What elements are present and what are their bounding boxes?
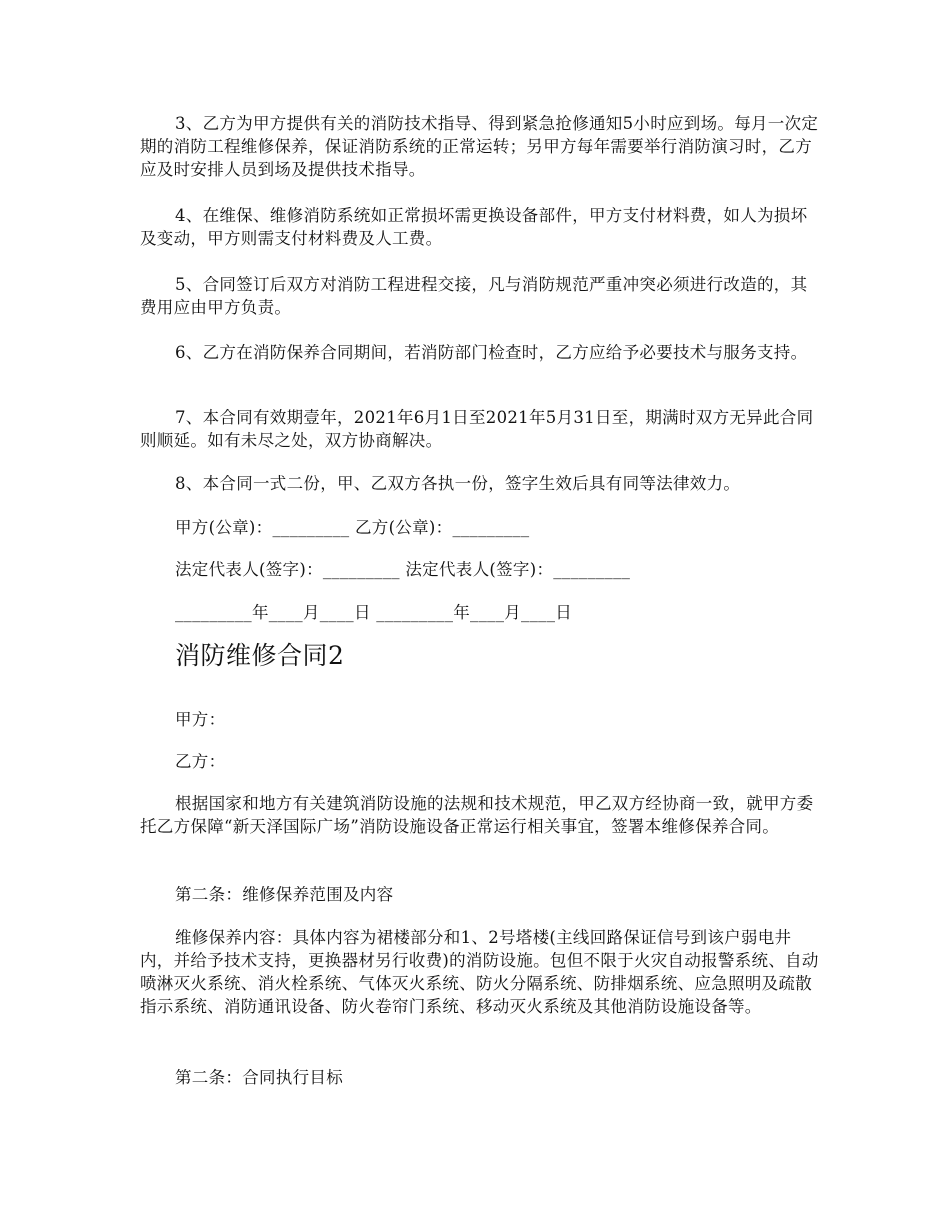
clause-3: 3、乙方为甲方提供有关的消防技术指导、得到紧急抢修通知5小时应到场。每月一次定期的消防工程维修保养，保证消防系统的正常运转；另甲方每年需要举行消防演习时，乙方应及时安排人员到场及提供技术指导。 — [140, 114, 819, 179]
article-scope-title: 第二条：维修保养范围及内容 — [175, 885, 394, 904]
preamble: 根据国家和地方有关建筑消防设施的法规和技术规范，甲乙双方经协商一致，就甲方委托乙方保障“新天泽国际广场”消防设施设备正常运行相关事宜，签署本维修保养合同。 — [140, 794, 814, 836]
clause-8: 8、本合同一式二份，甲、乙双方各执一份，签字生效后具有同等法律效力。 — [175, 474, 741, 493]
contract-2-title: 消防维修合同2 — [175, 641, 345, 670]
seal-signature-line: 甲方(公章)：_________ 乙方(公章)：_________ — [175, 518, 530, 537]
article-scope-body: 维修保养内容：具体内容为裙楼部分和1、2号塔楼(主线回路保证信号到该户弱电井内，并给予技术支持，更换器材另行收费)的消防设施。包但不限于火灾自动报警系统、自动喷淋灭火系统、消火栓系统、气体灭火系统、防火分隔系统、防排烟系统、应急照明及疏散指示系统、消防通讯设备、防火卷帘门系统、移动灭火系统及其他消防设施设备等。 — [140, 928, 819, 1016]
clause-5: 5、合同签订后双方对消防工程进程交接，凡与消防规范严重冲突必须进行改造的，其费用应由甲方负责。 — [140, 275, 808, 317]
party-a-label: 甲方： — [175, 710, 226, 729]
representative-signature-line: 法定代表人(签字)：_________ 法定代表人(签字)：_________ — [175, 560, 631, 579]
clause-7: 7、本合同有效期壹年，2021年6月1日至2021年5月31日至，期满时双方无异此合同则顺延。如有未尽之处，双方协商解决。 — [140, 408, 814, 450]
party-b-label: 乙方： — [175, 752, 226, 771]
clause-6: 6、乙方在消防保养合同期间，若消防部门检查时，乙方应给予必要技术与服务支持。 — [175, 343, 808, 362]
clause-4: 4、在维保、维修消防系统如正常损坏需更换设备部件，甲方支付材料费，如人为损坏及变动，甲方则需支付材料费及人工费。 — [140, 206, 808, 248]
article-goal-title: 第二条：合同执行目标 — [175, 1068, 343, 1087]
date-line: _________年____月____日 _________年____月____日 — [175, 603, 573, 622]
